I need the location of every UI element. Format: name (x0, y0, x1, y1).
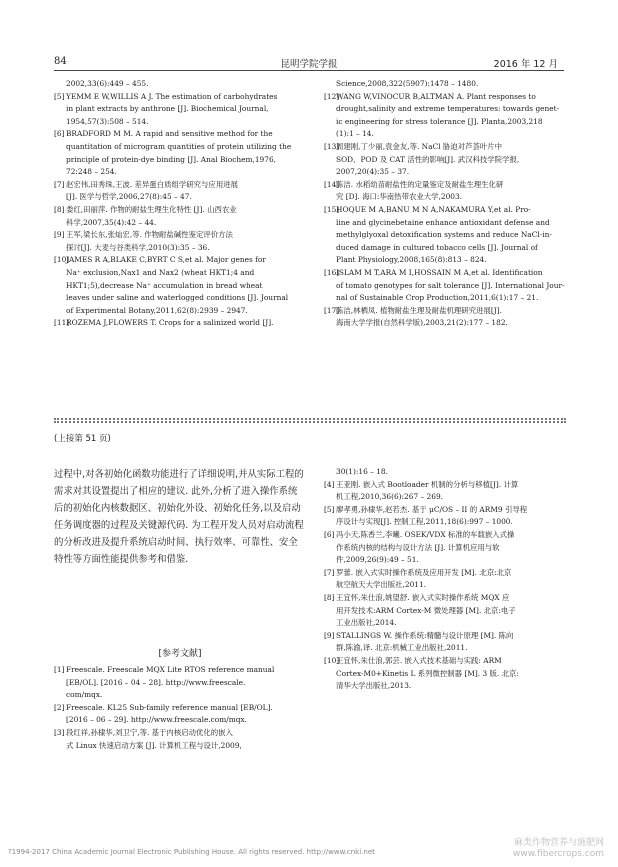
reference-number: [2] (54, 702, 65, 712)
reference-text: ROZEMA J,FLOWERS T. Crops for a salinized world [J]. (66, 318, 274, 328)
reference-number: [1] (54, 665, 65, 674)
page-number: 84 (54, 56, 67, 67)
reference-text: YEMM E W,WILLIS A J. The estimation of carbohydrates in plant extracts by anthrone [J]. Biochemical Journal, 1954,57(3):508 – 514. (66, 91, 278, 126)
section-divider-lower (54, 421, 566, 423)
reference-number: [4] (324, 479, 335, 489)
reference-entry (54, 702, 306, 727)
reference-text: 娄红,田丽萍. 作物的耐盐生理生化特性 [J]. 山西农业 科学,2007,35(4):42 – 44. (66, 204, 237, 227)
reference-text: 王军,梁长东,张灿宏,等. 作物耐盐碱性鉴定评价方法 探讨[J]. 大麦与谷类科学,2010(3):35 – 36. (66, 230, 233, 252)
reference-text: 王亚刚. 嵌入式 Bootloader 机制的分析与移植[J]. 计算 机工程,2010,36(6):267 – 269. (336, 479, 519, 502)
reference-entry (324, 655, 568, 693)
reference-entry (54, 204, 309, 229)
continued-from-label: (上接第 51 页) (54, 434, 111, 444)
reference-number: [6] (54, 129, 65, 139)
reference-text: 王宜怀,朱仕浪,郭芸. 嵌入式技术基础与实践: ARM Cortex-M0+Kinetis L 系列微控制器 [M]. 3 版. 北京: 清华大学出版社,2013. (336, 655, 519, 691)
top-right-reference-list (324, 78, 568, 330)
reference-entry (54, 229, 309, 254)
reference-text: 廖孝勇,孙棣华,赵若杰. 基于 μC/OS – II 的 ARM9 引导程 序设计与实现[J]. 控制工程,2011,18(6):997 – 1000. (336, 504, 528, 527)
reference-number: [11] (54, 318, 70, 328)
reference-entry (54, 664, 306, 702)
reference-entry (324, 466, 568, 479)
reference-text: Science,2008,322(5907):1478 – 1480. (336, 79, 479, 88)
reference-text: ISLAM M T,ARA M I,HOSSAIN M A,et al. Identification of tomato genotypes for salt tolerance [J]. International Jour- nal of Sustainable Crop Production,2011,6(1):17 – 21. (336, 267, 565, 303)
reference-number: [7] (324, 567, 335, 577)
watermark-title: 麻类作物营养与施肥网 (513, 838, 604, 848)
reference-entry (324, 479, 568, 504)
issue-date: 2016 年 12 月 (493, 59, 558, 70)
reference-text: BRADFORD M M. A rapid and sensitive method for the quantitation of microgram quantities of protein utilizing the principle of protein-dye binding [J]. Anal Biochem,1976, 72:248 – 254. (66, 129, 292, 177)
reference-entry (324, 504, 568, 529)
reference-number: [15] (324, 204, 340, 214)
header-rule (54, 70, 564, 71)
reference-text: 陈洁,林栖凤. 植物耐盐生理及耐盐机理研究进展[J]. 海南大学学报(自然科学版),2003,21(2):177 – 182. (336, 305, 508, 328)
reference-number: [10] (324, 655, 340, 665)
reference-entry (54, 254, 309, 317)
copyright-footer: ?1994-2017 China Academic Journal Electronic Publishing House. All rights reserved. http://www.cnki.net (8, 848, 375, 856)
reference-entry (324, 567, 568, 592)
bottom-right-reference-list (324, 466, 568, 693)
journal-title: 昆明学院学报 (280, 59, 338, 70)
reference-entry (324, 592, 568, 630)
watermark-url: www.fibercrops.com (513, 849, 604, 859)
reference-text: 赵宏伟,田秀珠,王波. 差异蛋白质组学研究与应用进展 [J]. 医学与哲学,2006,27(8):45 – 47. (66, 179, 238, 202)
reference-entry (324, 630, 568, 655)
reference-text: Freescale. Freescale MQX Lite RTOS reference manual [EB/OL]. [2016 – 04 – 28]. http://www.freescale. com/mqx. (66, 665, 275, 700)
reference-entry (324, 204, 568, 267)
site-watermark (513, 838, 604, 860)
reference-text: Freescale. KL25 Sub-family reference manual [EB/OL]. [2016 – 06 – 29]. http://www.freescale.com/mqx. (66, 702, 273, 725)
reference-number: [14] (324, 179, 340, 189)
reference-number: [6] (324, 529, 335, 539)
reference-number: [5] (54, 91, 65, 101)
reference-entry (54, 91, 309, 129)
reference-text: 30(1):16 – 18. (336, 467, 388, 476)
reference-number: [17] (324, 305, 340, 315)
reference-number: [10] (54, 255, 70, 265)
reference-text: 2002,33(6):449 – 455. (66, 79, 149, 88)
top-left-reference-list (54, 78, 309, 330)
body-paragraph: 过程中,对各初始化函数功能进行了详细说明,并从实际工程的需求对其设置提出了相应的建议. 此外,分析了进入操作系统后的初始化内核数据区、初始化外设、初始化任务,以及启动任务调度器的过程及关键源代码. 为工程开发人员对启动流程的分析改进及提升系统启动时间、执行效率、可靠性、安全特性等方面性能提供参考和借鉴. (54, 469, 304, 565)
reference-entry (54, 317, 309, 330)
reference-text: 周建刚,丁少丽,袁金友,等. NaCl 胁迫对芦荟叶片中 SOD、POD 及 CAT 活性的影响[J]. 武汉科技学院学报, 2007,20(4):35 – 37. (336, 141, 520, 177)
reference-entry (324, 529, 568, 567)
reference-entry (324, 141, 568, 179)
reference-text: 冯小天,陈香兰,李曦. OSEK/VDX 标准的车载嵌入式操 作系统内核的结构与设计方法 [J]. 计算机应用与软 件,2009,26(9):49 – 51. (336, 529, 515, 565)
reference-text: 陈洁. 水稻幼苗耐盐性的定量鉴定及耐盐生理生化研 究 [D]. 海口:华南热带农业大学,2003. (336, 179, 504, 202)
reference-number: [13] (324, 141, 340, 151)
reference-entry (324, 179, 568, 204)
reference-text: STALLINGS W. 操作系统:精髓与设计原理 [M]. 陈向 群,陈渝,译. 北京:机械工业出版社,2011. (336, 630, 514, 653)
reference-number: [16] (324, 267, 340, 277)
reference-number: [9] (324, 630, 335, 640)
reference-text: 罗蕾. 嵌入式实时操作系统及应用开发 [M]. 北京:北京 航空航天大学出版社,2011. (336, 567, 512, 590)
reference-entry (324, 267, 568, 305)
reference-number: [5] (324, 504, 335, 514)
section-divider (54, 418, 566, 420)
reference-number: [9] (54, 230, 65, 240)
reference-number: [8] (324, 592, 335, 602)
reference-entry (54, 128, 309, 178)
reference-text: 段红祥,孙棣华,刘卫宁,等. 基于内核启动优化的嵌入 式 Linux 快速启动方案 [J]. 计算机工程与设计,2009, (66, 727, 242, 750)
reference-text: 王宜怀,朱仕浪,姚望舒. 嵌入式实时操作系统 MQX 应 用开发技术:ARM Cortex-M 微处理器 [M]. 北京:电子 工业出版社,2014. (336, 592, 516, 628)
reference-entry (324, 78, 568, 91)
reference-number: [7] (54, 179, 65, 189)
bottom-left-reference-list (54, 664, 306, 752)
reference-entry (54, 727, 306, 752)
reference-number: [3] (54, 727, 65, 737)
reference-entry (54, 179, 309, 204)
reference-text: HOQUE M A,BANU M N A,NAKAMURA Y,et al. Pro- line and glycinebetaine enhance antioxidant defense and methylglyoxal detoxification systems and reduce NaCl-in- duced damage in cultured tobacco cells [J]. Journal of Plant Physiology,2008,165(8):813 – 824. (336, 204, 552, 265)
references-heading: [参考文献] (158, 649, 202, 659)
reference-number: [12] (324, 91, 340, 101)
reference-entry (324, 305, 568, 330)
reference-entry (54, 78, 309, 91)
reference-number: [8] (54, 204, 65, 214)
reference-text: JAMES R A,BLAKE C,BYRT C S,et al. Major genes for Na⁺ exclusion,Nax1 and Nax2 (wheat HKT1;4 and HKT1;5),decrease Na⁺ accumulation in bread wheat leaves under saline and waterlogged conditions [J]. Journal of Experimental Botany,2011,62(8):2939 – 2947. (66, 255, 289, 315)
reference-entry (324, 91, 568, 141)
reference-text: WANG W,VINOCUR B,ALTMAN A. Plant responses to drought,salinity and extreme temperatures: towards genet- ic engineering for stress tolerance [J]. Planta,2003,218 (1):1 – 14. (336, 91, 560, 139)
